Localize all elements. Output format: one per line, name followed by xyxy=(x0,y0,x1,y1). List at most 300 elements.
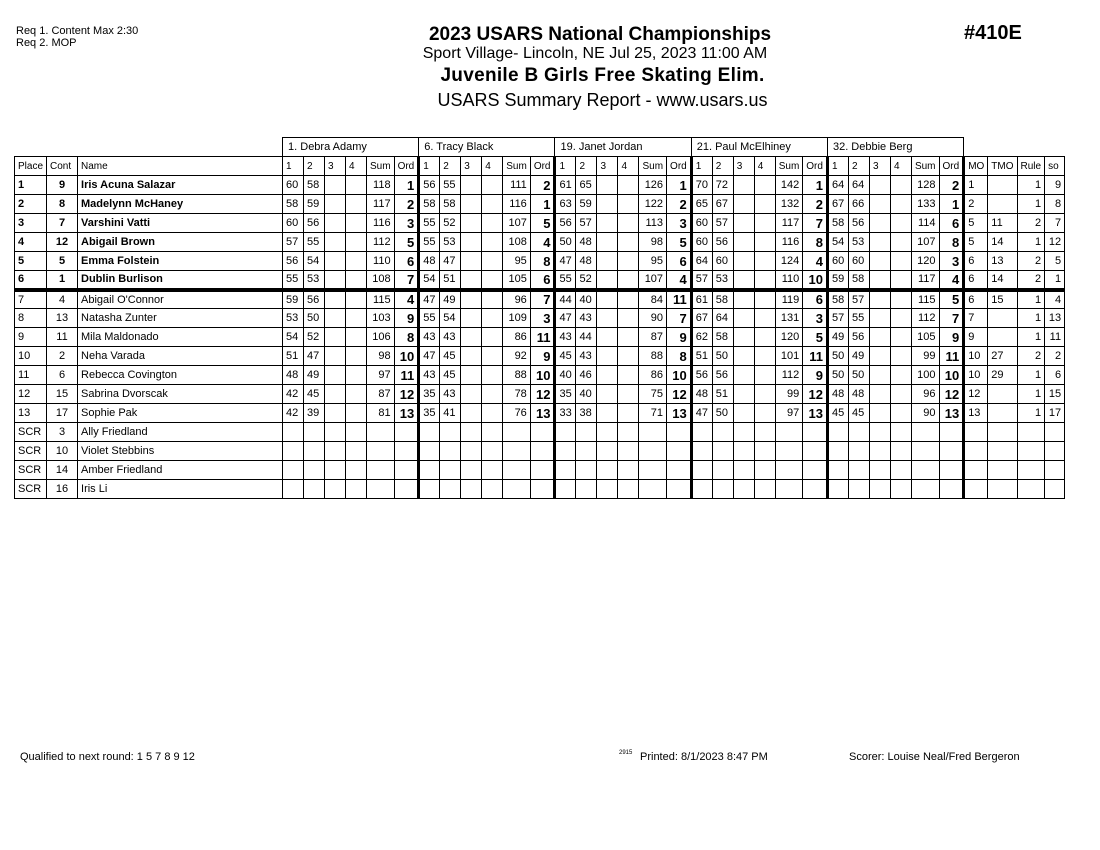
judge-score: 59 xyxy=(304,195,325,214)
judge-score xyxy=(482,347,503,366)
judge-score: 49 xyxy=(827,328,848,347)
judge-sum: 96 xyxy=(911,385,939,404)
judge-score: 57 xyxy=(712,214,733,233)
judge-score xyxy=(890,195,911,214)
judge-score xyxy=(325,309,346,328)
judge-score xyxy=(597,195,618,214)
skater-name: Abigail Brown xyxy=(78,233,283,252)
judge-ordinal: 11 xyxy=(667,290,692,309)
skater-name: Varshini Vatti xyxy=(78,214,283,233)
judge-sum: 117 xyxy=(367,195,395,214)
judge-ordinal: 13 xyxy=(667,404,692,423)
judge-score xyxy=(482,195,503,214)
judge-score xyxy=(482,423,503,442)
judge-sum: 122 xyxy=(639,195,667,214)
judge-score xyxy=(754,404,775,423)
judge-ordinal xyxy=(803,461,828,480)
judge-score: 55 xyxy=(440,176,461,195)
judge-score xyxy=(325,271,346,290)
majority-ordinal: 6 xyxy=(964,290,988,309)
judge-score: 60 xyxy=(283,176,304,195)
judge-ordinal xyxy=(394,423,419,442)
judge-score xyxy=(890,214,911,233)
judge-sum xyxy=(367,442,395,461)
judge-score: 58 xyxy=(848,271,869,290)
judge-ordinal: 9 xyxy=(394,309,419,328)
event-number: #410E xyxy=(964,22,1022,44)
table-row xyxy=(15,233,1065,252)
judge-score xyxy=(890,309,911,328)
col-header-judge-3: 3 xyxy=(869,157,890,176)
judge-score xyxy=(827,480,848,499)
total-majority-ordinal xyxy=(988,328,1017,347)
skater-name: Dublin Burlison xyxy=(78,271,283,290)
judge-score xyxy=(597,252,618,271)
judge-score xyxy=(869,385,890,404)
judge-score: 42 xyxy=(283,404,304,423)
total-majority-ordinal: 27 xyxy=(988,347,1017,366)
judge-score xyxy=(869,480,890,499)
contestant-number: 1 xyxy=(47,271,78,290)
rule-cell: 2 xyxy=(1017,271,1045,290)
judge-sum xyxy=(775,423,803,442)
judge-sum: 113 xyxy=(639,214,667,233)
judge-ordinal: 2 xyxy=(530,176,555,195)
judge-score xyxy=(461,271,482,290)
judge-ordinal: 11 xyxy=(394,366,419,385)
judge-score: 45 xyxy=(827,404,848,423)
place-cell: 2 xyxy=(15,195,47,214)
col-header-judge-1: 1 xyxy=(555,157,576,176)
judge-sum: 78 xyxy=(503,385,531,404)
skater-name: Mila Maldonado xyxy=(78,328,283,347)
judge-score xyxy=(555,480,576,499)
judge-score xyxy=(618,195,639,214)
judge-score xyxy=(890,290,911,309)
judge-score xyxy=(461,461,482,480)
judge-score: 47 xyxy=(419,347,440,366)
total-majority-ordinal xyxy=(988,461,1017,480)
judge-score xyxy=(440,480,461,499)
judge-ordinal xyxy=(667,442,692,461)
judge-ordinal: 12 xyxy=(667,385,692,404)
judge-sum xyxy=(911,461,939,480)
judge-sum: 120 xyxy=(911,252,939,271)
judge-name: 19. Janet Jordan xyxy=(555,138,691,157)
start-order: 5 xyxy=(1045,252,1065,271)
judge-sum: 132 xyxy=(775,195,803,214)
contestant-number: 11 xyxy=(47,328,78,347)
judge-sum: 99 xyxy=(775,385,803,404)
judge-ordinal: 3 xyxy=(394,214,419,233)
judge-score xyxy=(597,328,618,347)
judge-sum: 87 xyxy=(367,385,395,404)
judge-score: 56 xyxy=(283,252,304,271)
judge-score xyxy=(618,233,639,252)
judge-score xyxy=(461,385,482,404)
judge-score: 58 xyxy=(304,176,325,195)
judge-score: 49 xyxy=(440,290,461,309)
judge-ordinal xyxy=(394,442,419,461)
contestant-number: 2 xyxy=(47,347,78,366)
judge-score xyxy=(618,366,639,385)
judge-ordinal: 5 xyxy=(530,214,555,233)
col-header-judge-3: 3 xyxy=(597,157,618,176)
skater-name: Sabrina Dvorscak xyxy=(78,385,283,404)
judge-score xyxy=(482,385,503,404)
judge-score xyxy=(419,461,440,480)
judge-score: 65 xyxy=(576,176,597,195)
judge-ordinal: 13 xyxy=(803,404,828,423)
col-header-so: so xyxy=(1045,157,1065,176)
judge-sum xyxy=(639,442,667,461)
start-order: 6 xyxy=(1045,366,1065,385)
judge-score xyxy=(325,290,346,309)
judge-score: 55 xyxy=(419,233,440,252)
total-majority-ordinal xyxy=(988,176,1017,195)
majority-ordinal: 6 xyxy=(964,271,988,290)
skater-name: Abigail O'Connor xyxy=(78,290,283,309)
table-row xyxy=(15,309,1065,328)
start-order: 15 xyxy=(1045,385,1065,404)
judge-score xyxy=(419,442,440,461)
start-order: 17 xyxy=(1045,404,1065,423)
judge-score xyxy=(597,290,618,309)
place-cell: 5 xyxy=(15,252,47,271)
judge-score: 56 xyxy=(304,290,325,309)
judge-score xyxy=(869,290,890,309)
judge-score: 47 xyxy=(555,309,576,328)
judge-score xyxy=(597,233,618,252)
contestant-number: 9 xyxy=(47,176,78,195)
judge-score xyxy=(733,404,754,423)
judge-score xyxy=(733,461,754,480)
col-header-judge-sum: Sum xyxy=(503,157,531,176)
judge-sum xyxy=(911,480,939,499)
judge-score: 53 xyxy=(283,309,304,328)
start-order: 1 xyxy=(1045,271,1065,290)
judge-ordinal xyxy=(667,423,692,442)
judge-ordinal: 12 xyxy=(939,385,964,404)
judge-score xyxy=(869,423,890,442)
judge-score: 57 xyxy=(576,214,597,233)
judge-score xyxy=(555,423,576,442)
contestant-number: 5 xyxy=(47,252,78,271)
judge-score: 59 xyxy=(576,195,597,214)
judge-ordinal: 5 xyxy=(394,233,419,252)
col-header-judge-4: 4 xyxy=(890,157,911,176)
judge-score xyxy=(597,366,618,385)
judge-score xyxy=(461,442,482,461)
judge-score: 48 xyxy=(691,385,712,404)
judge-score xyxy=(482,461,503,480)
col-header-judge-4: 4 xyxy=(754,157,775,176)
place-cell: SCR xyxy=(15,461,47,480)
judge-score xyxy=(848,442,869,461)
judge-score xyxy=(461,404,482,423)
judge-sum xyxy=(775,480,803,499)
judge-score xyxy=(618,252,639,271)
rule-cell: 1 xyxy=(1017,366,1045,385)
place-cell: 11 xyxy=(15,366,47,385)
rule-cell: 1 xyxy=(1017,195,1045,214)
table-row xyxy=(15,366,1065,385)
majority-ordinal xyxy=(964,461,988,480)
judge-score: 58 xyxy=(283,195,304,214)
total-majority-ordinal: 11 xyxy=(988,214,1017,233)
rule-cell: 1 xyxy=(1017,328,1045,347)
judge-score xyxy=(754,461,775,480)
start-order: 9 xyxy=(1045,176,1065,195)
judge-score xyxy=(754,195,775,214)
rule-cell: 1 xyxy=(1017,404,1045,423)
judge-sum: 112 xyxy=(911,309,939,328)
contestant-number: 16 xyxy=(47,480,78,499)
majority-ordinal: 5 xyxy=(964,214,988,233)
rule-cell xyxy=(1017,461,1045,480)
judge-score: 51 xyxy=(283,347,304,366)
judge-score xyxy=(618,347,639,366)
judge-score xyxy=(869,309,890,328)
table-row xyxy=(15,423,1065,442)
judge-score xyxy=(461,195,482,214)
judge-score: 64 xyxy=(691,252,712,271)
contestant-number: 14 xyxy=(47,461,78,480)
start-order: 7 xyxy=(1045,214,1065,233)
judge-score xyxy=(618,328,639,347)
judge-ordinal: 6 xyxy=(394,252,419,271)
judge-score: 53 xyxy=(848,233,869,252)
table-row xyxy=(15,480,1065,499)
judge-score: 57 xyxy=(848,290,869,309)
judge-score xyxy=(618,423,639,442)
judge-score xyxy=(869,366,890,385)
judge-score xyxy=(890,385,911,404)
judge-ordinal: 9 xyxy=(939,328,964,347)
judge-score xyxy=(461,309,482,328)
judge-score: 42 xyxy=(283,385,304,404)
judge-score xyxy=(754,423,775,442)
majority-ordinal xyxy=(964,423,988,442)
judge-score xyxy=(346,233,367,252)
judge-ordinal: 6 xyxy=(530,271,555,290)
judge-score xyxy=(754,347,775,366)
judge-sum: 131 xyxy=(775,309,803,328)
table-row xyxy=(15,176,1065,195)
rule-cell xyxy=(1017,442,1045,461)
place-cell: 10 xyxy=(15,347,47,366)
judge-score: 53 xyxy=(440,233,461,252)
contestant-number: 7 xyxy=(47,214,78,233)
col-header-judge-1: 1 xyxy=(419,157,440,176)
judge-score xyxy=(597,309,618,328)
judge-score: 59 xyxy=(827,271,848,290)
judge-score xyxy=(482,309,503,328)
col-header-judge-sum: Sum xyxy=(367,157,395,176)
judge-sum: 142 xyxy=(775,176,803,195)
place-cell: SCR xyxy=(15,480,47,499)
total-majority-ordinal xyxy=(988,480,1017,499)
col-header-name: Name xyxy=(78,157,283,176)
judge-score xyxy=(597,347,618,366)
judge-score: 51 xyxy=(691,347,712,366)
judge-score: 67 xyxy=(827,195,848,214)
judge-sum: 110 xyxy=(367,252,395,271)
judge-ordinal: 10 xyxy=(394,347,419,366)
judge-score: 43 xyxy=(440,328,461,347)
judge-score: 55 xyxy=(555,271,576,290)
col-header-judge-2: 2 xyxy=(440,157,461,176)
judge-score: 39 xyxy=(304,404,325,423)
judge-score xyxy=(346,442,367,461)
judge-score xyxy=(461,480,482,499)
judge-ordinal xyxy=(939,423,964,442)
contestant-number: 17 xyxy=(47,404,78,423)
judge-sum xyxy=(503,423,531,442)
judge-score xyxy=(618,290,639,309)
skater-name: Iris Li xyxy=(78,480,283,499)
judge-sum: 112 xyxy=(775,366,803,385)
judge-score xyxy=(869,195,890,214)
judge-ordinal: 5 xyxy=(667,233,692,252)
judge-sum: 124 xyxy=(775,252,803,271)
judge-score: 47 xyxy=(555,252,576,271)
judge-score: 61 xyxy=(691,290,712,309)
judge-score: 47 xyxy=(419,290,440,309)
judge-score xyxy=(482,480,503,499)
judge-score xyxy=(597,461,618,480)
judge-sum: 95 xyxy=(503,252,531,271)
judge-ordinal: 5 xyxy=(939,290,964,309)
judge-score xyxy=(461,176,482,195)
judge-sum: 100 xyxy=(911,366,939,385)
table-row xyxy=(15,290,1065,309)
judge-score xyxy=(618,309,639,328)
judge-ordinal: 7 xyxy=(530,290,555,309)
start-order xyxy=(1045,480,1065,499)
rule-cell xyxy=(1017,480,1045,499)
judge-score xyxy=(304,442,325,461)
judge-ordinal: 4 xyxy=(394,290,419,309)
judge-ordinal: 2 xyxy=(394,195,419,214)
judge-ordinal xyxy=(803,480,828,499)
col-header-judge-ord: Ord xyxy=(939,157,964,176)
judge-score: 56 xyxy=(712,366,733,385)
judge-score xyxy=(890,252,911,271)
judge-ordinal xyxy=(394,480,419,499)
judge-score xyxy=(733,309,754,328)
skater-name: Amber Friedland xyxy=(78,461,283,480)
majority-ordinal xyxy=(964,480,988,499)
judge-score xyxy=(754,328,775,347)
judge-sum: 105 xyxy=(503,271,531,290)
place-cell: 4 xyxy=(15,233,47,252)
judge-score xyxy=(461,328,482,347)
judge-score: 58 xyxy=(440,195,461,214)
rule-cell: 2 xyxy=(1017,252,1045,271)
judge-score xyxy=(597,385,618,404)
contestant-number: 4 xyxy=(47,290,78,309)
judge-sum: 75 xyxy=(639,385,667,404)
judge-ordinal: 7 xyxy=(667,309,692,328)
judge-sum: 133 xyxy=(911,195,939,214)
judge-score: 54 xyxy=(304,252,325,271)
col-header-judge-1: 1 xyxy=(283,157,304,176)
judge-score: 60 xyxy=(848,252,869,271)
judge-sum: 108 xyxy=(367,271,395,290)
skater-name: Natasha Zunter xyxy=(78,309,283,328)
judge-sum xyxy=(775,442,803,461)
total-majority-ordinal xyxy=(988,309,1017,328)
judge-header-row xyxy=(15,138,1065,157)
col-header-judge-4: 4 xyxy=(482,157,503,176)
judge-ordinal: 4 xyxy=(667,271,692,290)
col-header-tmo: TMO xyxy=(988,157,1017,176)
judge-score: 48 xyxy=(419,252,440,271)
judge-sum: 81 xyxy=(367,404,395,423)
judge-ordinal: 8 xyxy=(394,328,419,347)
judge-row-spacer xyxy=(15,138,283,157)
place-cell: 9 xyxy=(15,328,47,347)
judge-score: 67 xyxy=(691,309,712,328)
judge-score xyxy=(346,423,367,442)
col-header-judge-2: 2 xyxy=(848,157,869,176)
judge-score: 54 xyxy=(283,328,304,347)
judge-sum: 98 xyxy=(639,233,667,252)
judge-score: 55 xyxy=(419,214,440,233)
judge-sum: 115 xyxy=(367,290,395,309)
judge-score xyxy=(325,347,346,366)
judge-sum: 116 xyxy=(503,195,531,214)
judge-ordinal xyxy=(530,442,555,461)
judge-sum: 128 xyxy=(911,176,939,195)
judge-sum: 86 xyxy=(639,366,667,385)
judge-score: 56 xyxy=(304,214,325,233)
judge-score: 56 xyxy=(419,176,440,195)
judge-sum xyxy=(367,461,395,480)
judge-score: 54 xyxy=(440,309,461,328)
judge-score xyxy=(304,480,325,499)
judge-score xyxy=(325,366,346,385)
event-title: Juvenile B Girls Free Skating Elim. xyxy=(440,65,765,86)
judge-score xyxy=(733,328,754,347)
col-header-judge-3: 3 xyxy=(325,157,346,176)
judge-score xyxy=(733,233,754,252)
judge-score: 54 xyxy=(419,271,440,290)
judge-sum: 117 xyxy=(911,271,939,290)
total-majority-ordinal xyxy=(988,385,1017,404)
judge-ordinal: 7 xyxy=(394,271,419,290)
judge-score xyxy=(482,252,503,271)
judge-score xyxy=(576,461,597,480)
judge-sum xyxy=(775,461,803,480)
place-cell: 3 xyxy=(15,214,47,233)
judge-ordinal xyxy=(667,480,692,499)
judge-score xyxy=(346,309,367,328)
judge-score: 48 xyxy=(827,385,848,404)
judge-ordinal: 1 xyxy=(939,195,964,214)
col-header-judge-1: 1 xyxy=(827,157,848,176)
contestant-number: 13 xyxy=(47,309,78,328)
judge-score: 56 xyxy=(712,233,733,252)
col-header-place: Place xyxy=(15,157,47,176)
judge-score xyxy=(890,347,911,366)
judge-score xyxy=(482,214,503,233)
judge-ordinal: 11 xyxy=(939,347,964,366)
judge-sum xyxy=(503,442,531,461)
judge-score xyxy=(597,480,618,499)
judge-score xyxy=(482,328,503,347)
